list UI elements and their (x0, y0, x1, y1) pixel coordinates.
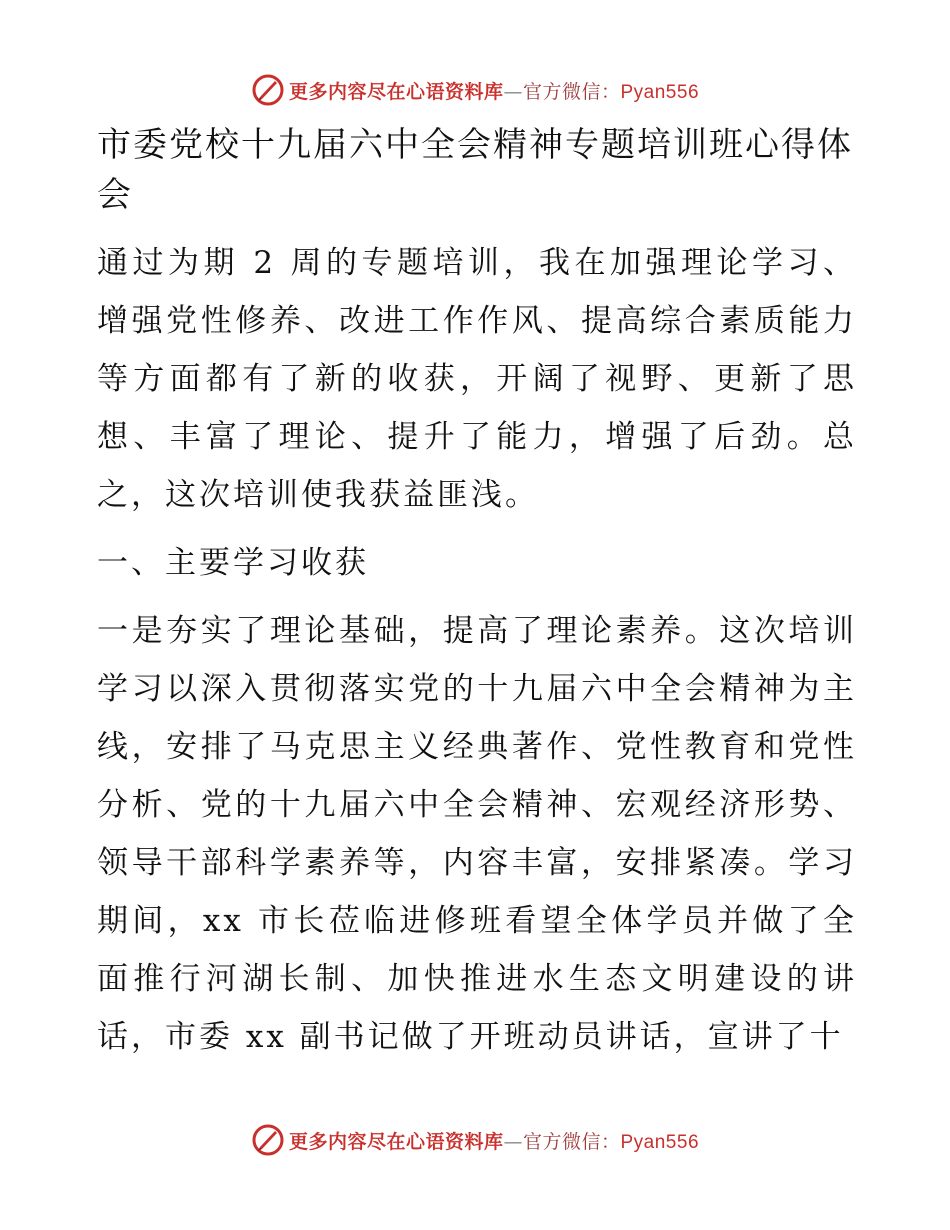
banner-wechat-handle: Pyan556 (620, 81, 700, 103)
banner-dash: — (503, 1130, 523, 1153)
banner-official-label: 官方微信： (522, 80, 621, 103)
footer-banner (0, 1120, 950, 1160)
banner-text (289, 1127, 699, 1154)
banner-dash: — (503, 80, 523, 103)
banner-main-text: 更多内容尽在心语资料库 (288, 1130, 504, 1153)
section-heading: 一、主要学习收获 (97, 545, 369, 581)
document-title: 市委党校十九届六中全会精神专题培训班心得体会 (97, 125, 853, 215)
section-paragraph: 一是夯实了理论基础，提高了理论素养。这次培训学习以深入贯彻落实党的十九届六中全会精神为主线，安排了马克思主义经典著作、党性教育和党性分析、党的十九届六中全会精神、宏观经济形势、领导干部科学素养等，内容丰富，安排紧凑。学习期间，xx 市长莅临进修班看望全体学员并做了全面推行河湖长制、加快推进水生态文明建设的讲话，市委 xx 副书记做了开班动员讲话，宣讲了十 (97, 613, 857, 1055)
quill-logo-icon (251, 1123, 285, 1157)
banner-inner (251, 73, 699, 107)
banner-inner (251, 1123, 699, 1157)
quill-logo-icon (251, 73, 285, 107)
header-banner (0, 70, 950, 110)
intro-paragraph: 通过为期 2 周的专题培训，我在加强理论学习、增强党性修养、改进工作作风、提高综合素质能力等方面都有了新的收获，开阔了视野、更新了思想、丰富了理论、提升了能力，增强了后劲。总之，这次培训使我获益匪浅。 (97, 245, 857, 513)
banner-official-label: 官方微信： (522, 1130, 621, 1153)
banner-wechat-handle: Pyan556 (620, 1131, 700, 1153)
document-body (97, 120, 857, 1076)
banner-text (289, 77, 699, 104)
banner-main-text: 更多内容尽在心语资料库 (288, 80, 504, 103)
